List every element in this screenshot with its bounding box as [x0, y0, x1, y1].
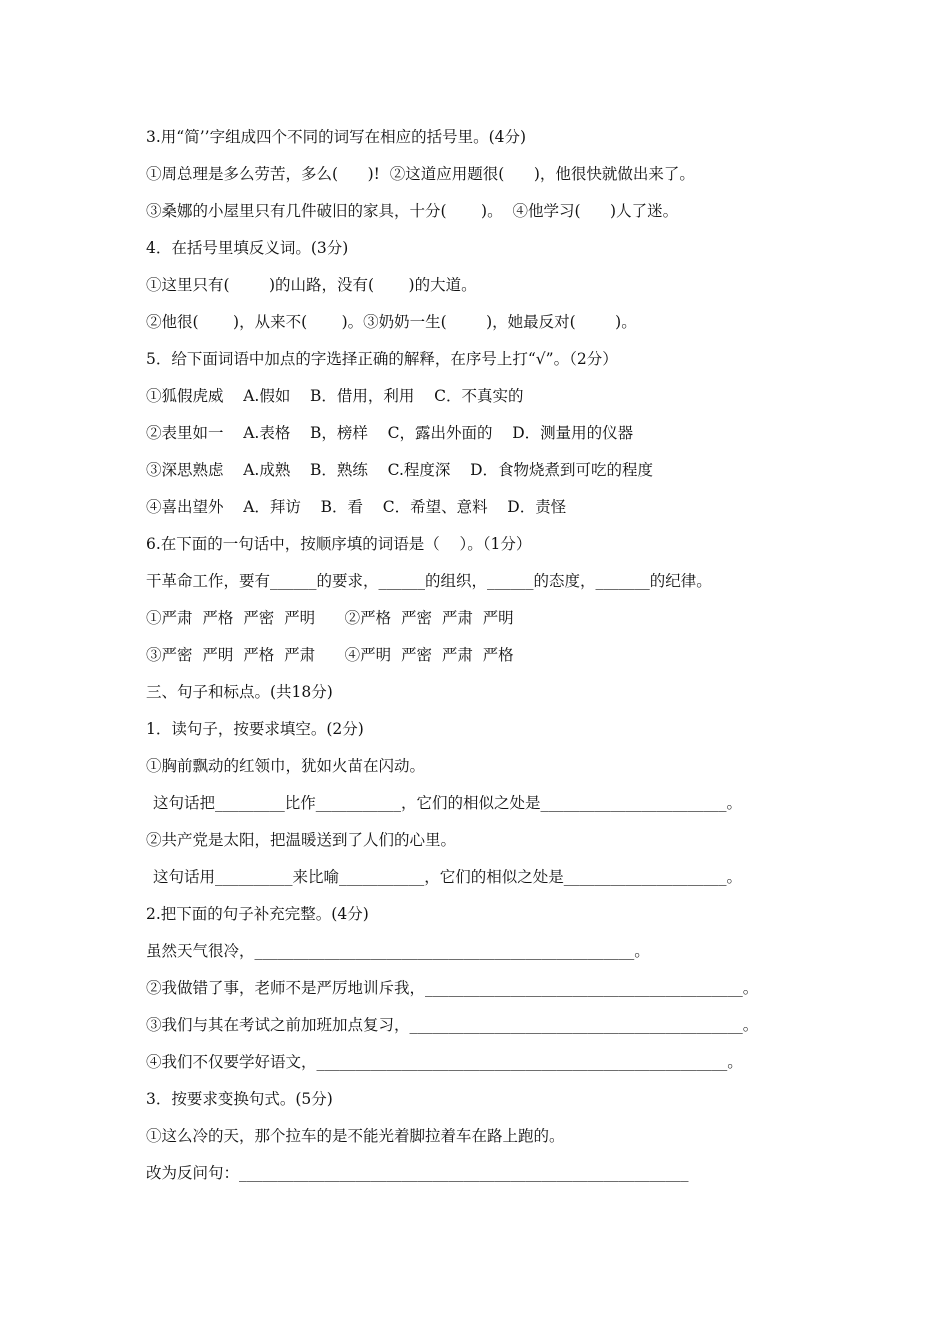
question-3-item-1-2: ①周总理是多么劳苦，多么( )! ②这道应用题很( )，他很快就做出来了。 — [146, 165, 695, 183]
question-3-heading: 3.用“简’’字组成四个不同的词写在相应的括号里。(4分) — [146, 128, 527, 146]
section-3-question-2-heading: 2.把下面的句子补充完整。(4分) — [146, 905, 369, 923]
section-3-question-3-sentence: ①这么冷的天，那个拉车的是不能光着脚拉着车在路上跑的。 — [146, 1127, 565, 1145]
section-3-question-3-answer-line: 改为反问句：__________________________________________________________ — [146, 1164, 689, 1182]
section-3-question-1-sentence-2: ②共产党是太阳，把温暖送到了人们的心里。 — [146, 831, 457, 849]
question-4-item-1: ①这里只有( )的山路，没有( )的大道。 — [146, 276, 477, 294]
question-5-heading: 5．给下面词语中加点的字选择正确的解释，在序号上打“√”。（2分） — [146, 350, 618, 368]
section-3-heading: 三、句子和标点。(共18分) — [146, 683, 333, 701]
question-6-heading: 6.在下面的一句话中，按顺序填的词语是（ ）。（1分） — [146, 535, 532, 553]
question-6-options-1-2: ①严肃 严格 严密 严明 ②严格 严密 严肃 严明 — [146, 609, 514, 627]
section-3-question-2-item-1: 虽然天气很冷，_________________________________________________。 — [146, 942, 650, 960]
question-3-item-3-4: ③桑娜的小屋里只有几件破旧的家具，十分( )。 ④他学习( )人了迷。 — [146, 202, 679, 220]
section-3-question-2-item-3: ③我们与其在考试之前加班加点复习，___________________________________________。 — [146, 1016, 759, 1034]
question-5-item-3: ③深思熟虑 A.成熟 B．熟练 C.程度深 D．食物烧煮到可吃的程度 — [146, 461, 654, 479]
question-4-heading: 4．在括号里填反义词。(3分) — [146, 239, 349, 257]
question-4-item-2-3: ②他很( )，从来不( )。③奶奶一生( )，她最反对( )。 — [146, 313, 637, 331]
question-6-options-3-4: ③严密 严明 严格 严肃 ④严明 严密 严肃 严格 — [146, 646, 514, 664]
section-3-question-3-heading: 3．按要求变换句式。(5分) — [146, 1090, 333, 1108]
section-3-question-2-item-2: ②我做错了事，老师不是严厉地训斥我，_________________________________________。 — [146, 979, 759, 997]
section-3-question-1-blank-2: 这句话用__________来比喻___________，它们的相似之处是_____________________。 — [153, 868, 743, 886]
section-3-question-2-item-4: ④我们不仅要学好语文，_____________________________________________________。 — [146, 1053, 743, 1071]
question-5-item-2: ②表里如一 A.表格 B，榜样 C，露出外面的 D．测量用的仪器 — [146, 424, 634, 442]
question-6-sentence: 干革命工作，要有______的要求，______的组织，______的态度，_______的纪律。 — [146, 572, 712, 590]
section-3-question-1-heading: 1．读句子，按要求填空。(2分) — [146, 720, 364, 738]
question-5-item-4: ④喜出望外 A．拜访 B．看 C．希望、意料 D．责怪 — [146, 498, 567, 516]
section-3-question-1-sentence-1: ①胸前飘动的红领巾，犹如火苗在闪动。 — [146, 757, 426, 775]
section-3-question-1-blank-1: 这句话把_________比作___________，它们的相似之处是________________________。 — [153, 794, 743, 812]
question-5-item-1: ①狐假虎威 A.假如 B．借用，利用 C．不真实的 — [146, 387, 524, 405]
